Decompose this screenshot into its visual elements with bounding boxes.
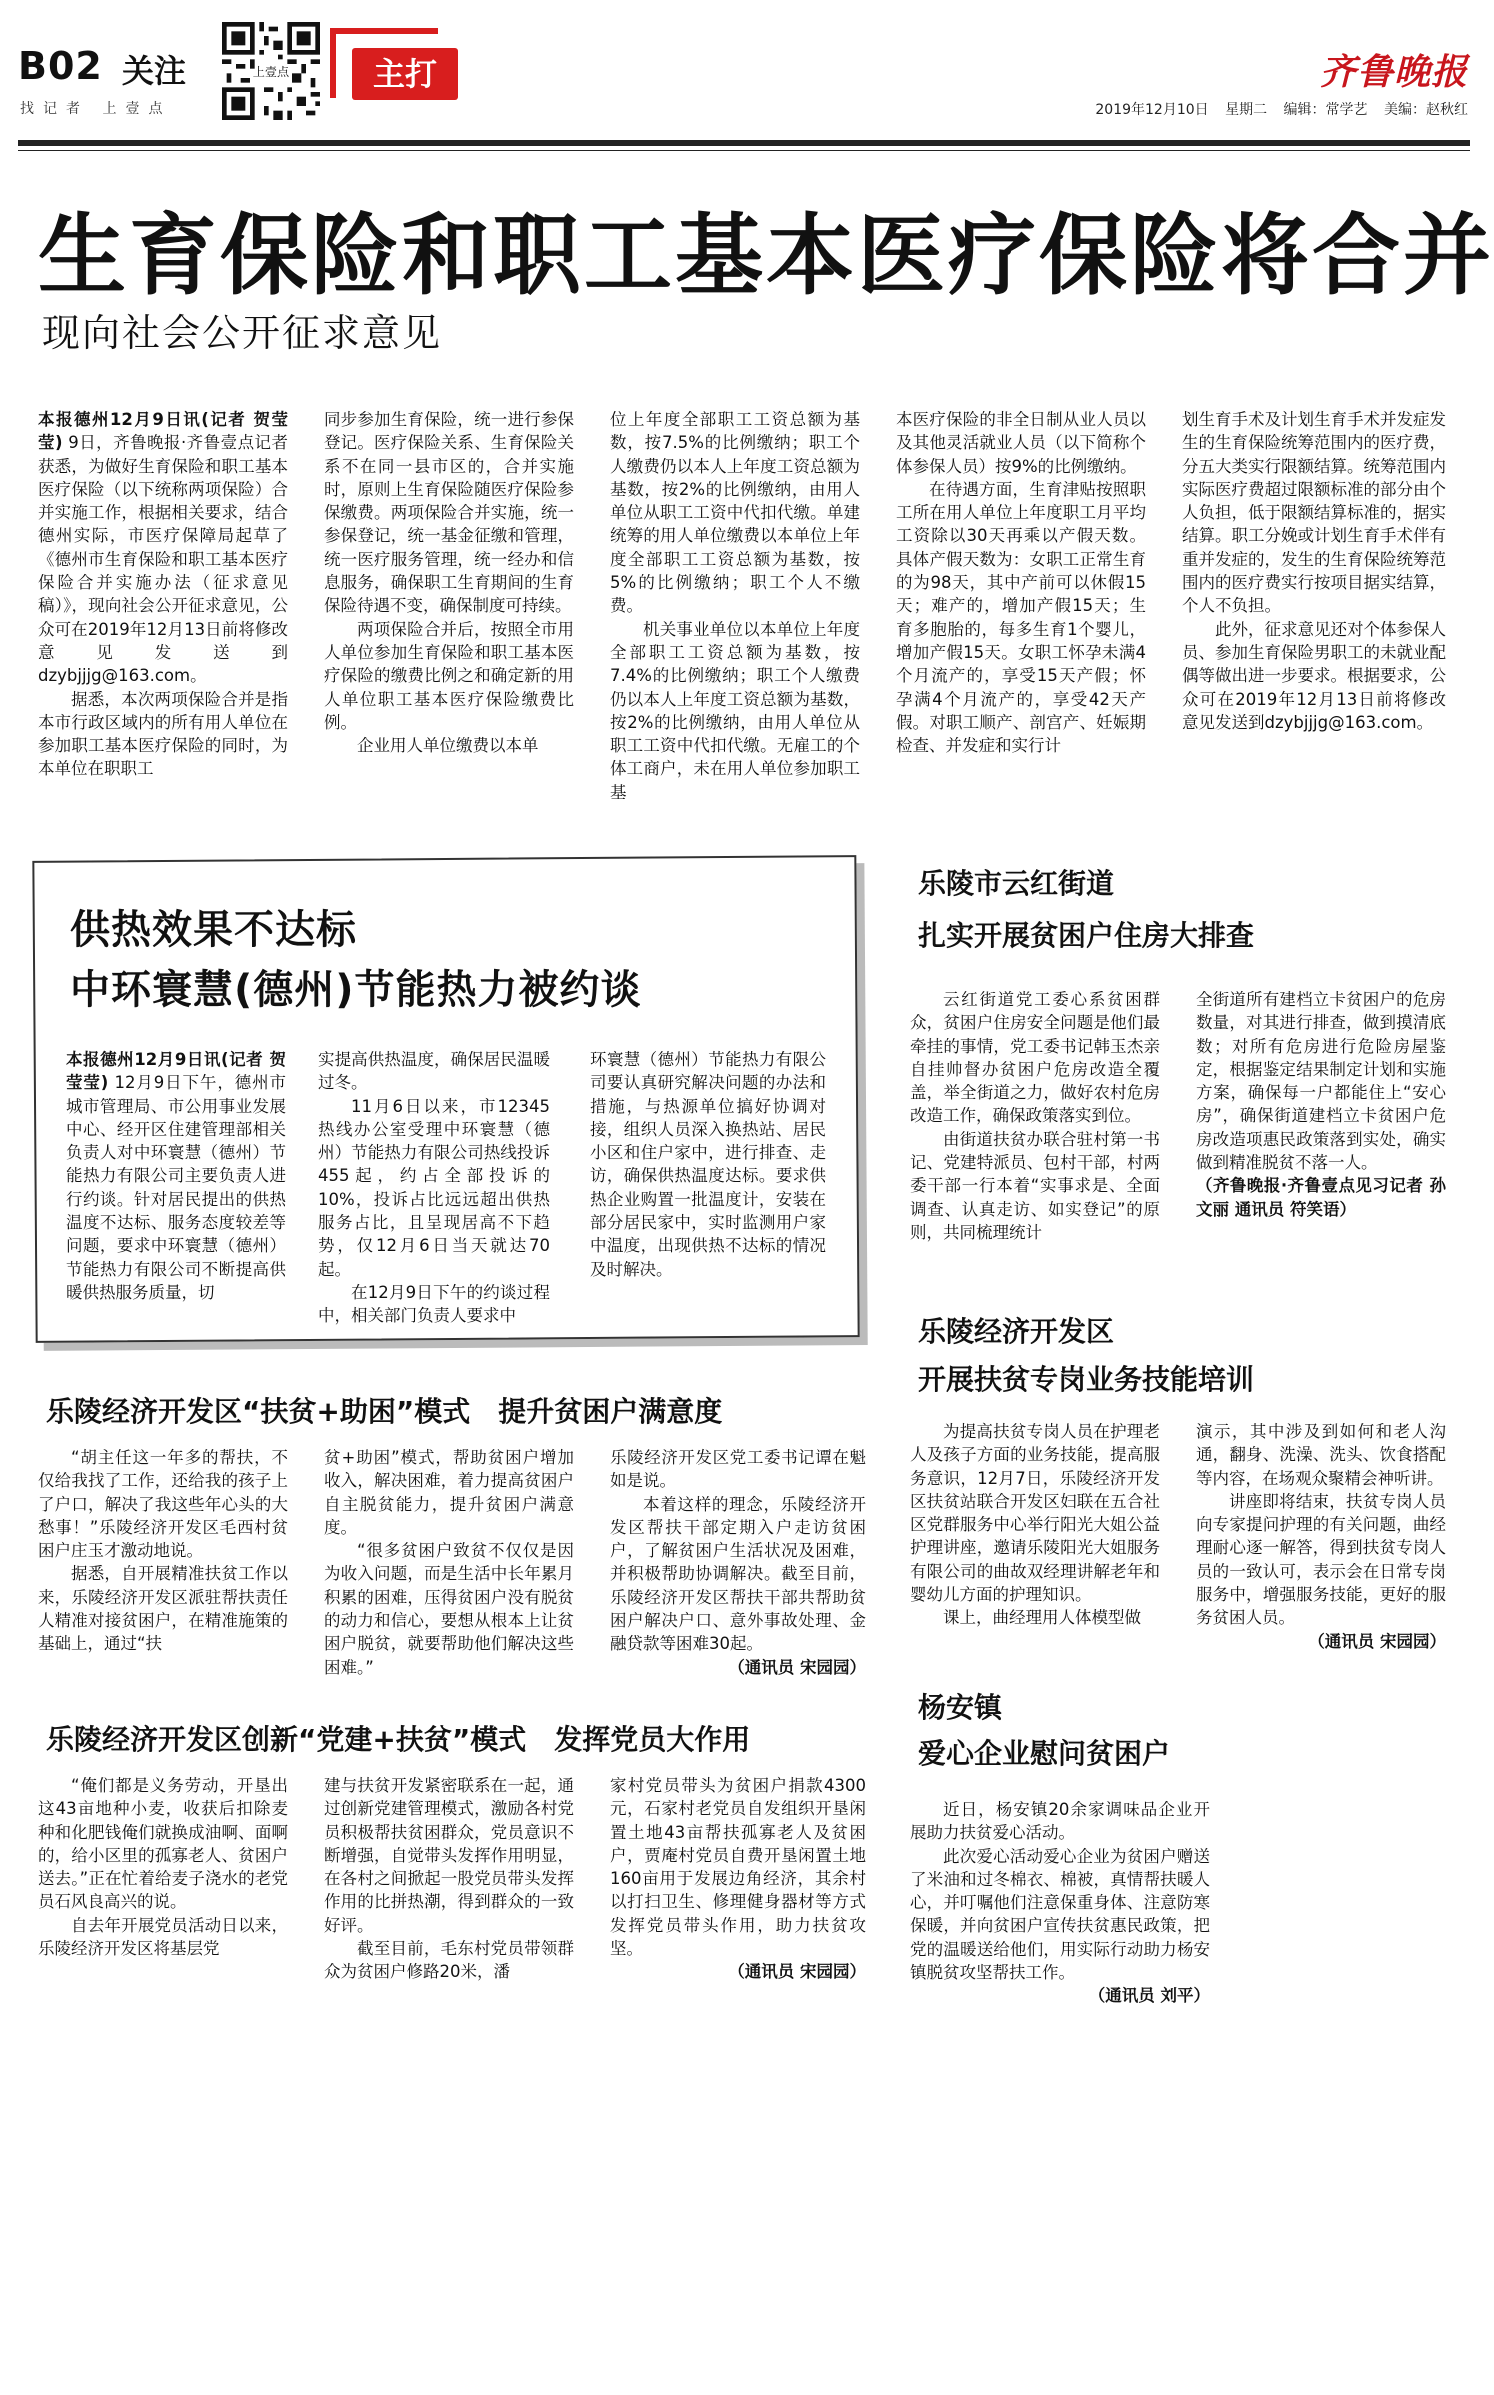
lead-paragraph: 在待遇方面，生育津贴按照职工所在用人单位上年度职工月平均工资除以30天再乘以产假天数。具体产假天数为：女职工正常生育的为98天，其中产前可以休假15天；难产的，增加产假15天；生育多胞胎的，每多生育1个婴儿，增加产假15天。女职工怀孕未满4个月流产的，享受15天产假；怀孕满4个月流产的，享受42天产假。对职工顺产、剖宫产、妊娠期检查、并发症和实行计	[896, 479, 1146, 756]
training-paragraph: 为提高扶贫专岗人员在护理老人及孩子方面的业务技能，提高服务意识，12月7日，乐陵经济开发区扶贫站联合开发区妇联在五合社区党群服务中心举行阳光大姐公益护理讲座，邀请乐陵阳光大姐服务有限公司的曲故双经理讲解老年和婴幼儿方面的护理知识。	[910, 1422, 1160, 1605]
heating-dateline: 本报德州12月9日讯(记者 贺莹莹)	[66, 1050, 286, 1093]
lead-paragraph: 本医疗保险的非全日制从业人员以及其他灵活就业人员（以下简称个体参保人员）按9%的比例缴纳。	[896, 410, 1146, 476]
party-paragraph: 自去年开展党员活动日以来，乐陵经济开发区将基层党	[38, 1915, 288, 1959]
lead-column-5	[1182, 408, 1446, 820]
aid-paragraph: “很多贫困户致贫不仅仅是因为收入问题，而是生活中长年累月积累的困难，压得贫困户没有脱贫的动力和信心，要想从根本上让贫困户脱贫，就要帮助他们解决这些困难。”	[324, 1541, 574, 1677]
lead-column-4	[896, 408, 1146, 820]
aid-headline: 乐陵经济开发区“扶贫+助困”模式 提升贫困户满意度	[46, 1395, 723, 1428]
main-subheadline: 现向社会公开征求意见	[42, 311, 443, 355]
yunhong-headline-line2: 扎实开展贫困户住房大排查	[918, 919, 1255, 952]
editor: 编辑：常学艺	[1283, 102, 1368, 118]
yunhong-byline: （齐鲁晚报·齐鲁壹点见习记者 孙文丽 通讯员 符笑语）	[1196, 1176, 1446, 1219]
yunhong-paragraph: 由街道扶贫办联合驻村第一书记、党建特派员、包村干部，村两委干部一行本着“实事求是、全面调查、认真走访、如实登记”的原则，共同梳理统计	[910, 1129, 1160, 1242]
heating-column-1	[66, 1048, 286, 1304]
yangan-paragraph: 此次爱心活动爱心企业为贫困户赠送了米油和过冬棉衣、棉被，真情帮扶暖人心，并叮嘱他们注意保重身体、注意防寒保暖，并向贫困户宣传扶贫惠民政策，把党的温暖送给他们，用实际行动助力杨安镇脱贫攻坚帮扶工作。	[910, 1846, 1210, 1983]
heating-column-3	[590, 1048, 826, 1304]
page-number: B02	[18, 44, 103, 88]
lead-paragraph: 划生育手术及计划生育手术并发症发生的生育保险统筹范围内的医疗费，分五大类实行限额结算。统筹范围内实际医疗费超过限额标准的部分由个人负担，低于限额结算标准的，据实结算。职工分娩或计划生育手术伴有重并发症的，发生的生育保险统筹范围内的医疗费实行按项目据实结算，个人不负担。	[1182, 410, 1446, 616]
aid-column-2	[324, 1446, 574, 1686]
heating-paragraph: 12月9日下午，德州市城市管理局、市公用事业发展中心、经开区住建管理部相关负责人对中环寰慧（德州）节能热力有限公司主要负责人进行约谈。针对居民提出的供热温度不达标、服务态度较差等问题，要求中环寰慧（德州）节能热力有限公司不断提高供暖供热服务质量，切	[66, 1073, 286, 1302]
lead-paragraph: 同步参加生育保险，统一进行参保登记。医疗保险关系、生育保险关系不在同一县市区的，合并实施时，原则上生育保险随医疗保险参保缴费。两项保险合并实施，统一参保登记，统一基金征缴和管理，统一医疗服务管理，统一经办和信息服务，确保职工生育期间的生育保险待遇不变，确保制度可持续。	[324, 410, 574, 616]
aid-paragraph: “胡主任这一年多的帮扶，不仅给我找了工作，还给我的孩子上了户口，解决了我这些年心头的大愁事！”乐陵经济开发区毛西村贫困户庄玉才激动地说。	[38, 1448, 288, 1561]
qr-code-icon	[222, 22, 320, 120]
training-paragraph: 讲座即将结束，扶贫专岗人员向专家提问护理的有关问题，曲经理耐心逐一解答，得到扶贫专岗人员的一致认可，表示会在日常专岗服务中，增强服务技能，更好的服务贫困人员。	[1196, 1491, 1446, 1628]
lead-paragraph: 据悉，本次两项保险合并是指本市行政区域内的所有用人单位在参加职工基本医疗保险的同时，为本单位在职职工	[38, 689, 288, 779]
aid-paragraph: 据悉，自开展精准扶贫工作以来，乐陵经济开发区派驻帮扶责任人精准对接贫困户，在精准施策的基础上，通过“扶	[38, 1564, 288, 1654]
training-column-2	[1196, 1420, 1446, 1660]
party-paragraph: “俺们都是义务劳动，开垦出这43亩地种小麦，收获后扣除麦种和化肥钱俺们就换成油啊、面啊的，给小区里的孤寡老人、贫困户送去。”正在忙着给麦子浇水的老党员石风良高兴的说。	[38, 1776, 288, 1912]
lead-column-2	[324, 408, 574, 820]
section-tag: 主打	[352, 48, 458, 100]
issue-date: 2019年12月10日	[1095, 102, 1209, 118]
section-name: 关注	[122, 52, 187, 90]
heating-paragraph: 环寰慧（德州）节能热力有限公司要认真研究解决问题的办法和措施，与热源单位搞好协调对接，组织人员深入换热站、居民小区和住户家中，进行排查、走访，确保供热温度达标。要求供热企业购置一批温度计，安装在部分居民家中，实时监测用户家中温度，出现供热不达标的情况及时解决。	[590, 1050, 826, 1279]
lead-paragraph: 此外，征求意见还对个体参保人员、参加生育保险男职工的未就业配偶等做出进一步要求。根据要求，公众可在2019年12月13日前将修改意见发送到dzybjjjg@163.com。	[1182, 619, 1446, 732]
yunhong-paragraph: 全街道所有建档立卡贫困户的危房数量，对其进行排查，做到摸清底数；对所有危房进行危险房屋鉴定，根据鉴定结果制定计划和实施方案，确保每一户都能住上“安心房”，确保街道建档立卡贫困户危房改造项惠民政策落到实处，确实做到精准脱贫不落一人。	[1196, 990, 1446, 1173]
lead-paragraph: 位上年度全部职工工资总额为基数，按7.5%的比例缴纳；职工个人缴费仍以本人上年度工资总额为基数，按2%的比例缴纳，由用人单位从职工工资中代扣代缴。单建统筹的用人单位缴费以本单位上年度全部职工工资总额为基数，按5%的比例缴纳；职工个人不缴费。	[610, 410, 860, 616]
aid-column-1	[38, 1446, 288, 1686]
heating-paragraph: 在12月9日下午的约谈过程中，相关部门负责人要求中	[318, 1282, 550, 1326]
aid-byline: （通讯员 宋园园）	[728, 1657, 866, 1677]
party-column-2	[324, 1774, 574, 2000]
main-headline: 生育保险和职工基本医疗保险将合并	[38, 204, 1494, 307]
yangan-headline-line1: 杨安镇	[918, 1691, 1003, 1724]
header-meta	[1083, 99, 1468, 119]
party-column-1	[38, 1774, 288, 2000]
training-headline-line2: 开展扶贫专岗业务技能培训	[918, 1363, 1255, 1396]
yunhong-column-2	[1196, 988, 1446, 1268]
lead-column-1	[38, 408, 288, 820]
yangan-headline-line2: 爱心企业慰问贫困户	[918, 1737, 1171, 1770]
training-headline-line1: 乐陵经济开发区	[918, 1315, 1115, 1348]
heating-headline-line2: 中环寰慧(德州)节能热力被约谈	[70, 967, 642, 1013]
training-column-1	[910, 1420, 1160, 1660]
aid-paragraph: 乐陵经济开发区党工委书记谭在魁如是说。	[610, 1448, 866, 1491]
heating-paragraph: 实提高供热温度，确保居民温暖过冬。	[318, 1050, 550, 1093]
aid-paragraph: 贫+助困”模式，帮助贫困户增加收入，解决困难，着力提高贫困户自主脱贫能力，提升贫困户满意度。	[324, 1448, 574, 1537]
party-headline: 乐陵经济开发区创新“党建+扶贫”模式 发挥党员大作用	[46, 1723, 751, 1756]
newspaper-logo: 齐鲁晚报	[1319, 51, 1468, 93]
heating-headline-line1: 供热效果不达标	[70, 907, 357, 953]
yangan-paragraph: 近日，杨安镇20余家调味品企业开展助力扶贫爱心活动。	[910, 1800, 1210, 1843]
qr-label: 上壹点	[252, 65, 290, 80]
party-column-3	[610, 1774, 866, 2000]
heating-column-2	[318, 1048, 550, 1326]
yunhong-column-1	[910, 988, 1160, 1268]
header-rule	[18, 140, 1470, 146]
party-paragraph: 截至目前，毛东村党员带领群众为贫困户修路20米，潘	[324, 1939, 574, 1982]
aid-paragraph: 本着这样的理念，乐陵经济开发区帮扶干部定期入户走访贫困户，了解贫困户生活状况及困难，并积极帮助协调解决。截至目前，乐陵经济开发区帮扶干部共帮助贫困户解决户口、意外事故处理、金融贷款等困难30起。	[610, 1494, 866, 1654]
training-paragraph: 演示，其中涉及到如何和老人沟通，翻身、洗澡、洗头、饮食搭配等内容，在场观众聚精会神听讲。	[1196, 1422, 1446, 1488]
party-paragraph: 建与扶贫开发紧密联系在一起，通过创新党建管理模式，激励各村党员积极帮扶贫困群众，党员意识不断增强，自觉带头发挥作用明显，在各村之间掀起一股党员带头发挥作用的比拼热潮，得到群众的一致好评。	[324, 1776, 574, 1935]
yunhong-paragraph: 云红街道党工委心系贫困群众，贫困户住房安全问题是他们最牵挂的事情，党工委书记韩玉杰亲自挂帅督办贫困户危房改造全覆盖，举全街道之力，做好农村危房改造工作，确保政策落实到位。	[910, 990, 1160, 1126]
yangan-byline: （通讯员 刘平）	[1088, 1986, 1210, 2006]
lead-paragraph: 机关事业单位以本单位上年度全部职工工资总额为基数，按7.4%的比例缴纳；职工个人缴费仍以本人上年度工资总额为基数，按2%的比例缴纳，由用人单位从职工工资中代扣代缴。无雇工的个体工商户，未在用人单位参加职工基	[610, 619, 860, 802]
training-byline: （通讯员 宋园园）	[1308, 1631, 1446, 1651]
aid-column-3	[610, 1446, 866, 1686]
lead-paragraph: 企业用人单位缴费以本单	[357, 736, 539, 756]
lead-column-3	[610, 408, 860, 820]
lead-paragraph: 9日，齐鲁晚报·齐鲁壹点记者获悉，为做好生育保险和职工基本医疗保险（以下统称两项保险）合并实施工作，根据相关要求，结合德州实际，市医疗保障局起草了《德州市生育保险和职工基本医疗保险合并实施办法（征求意见稿）》，现向社会公开征求意见，公众可在2019年12月13日前将修改意见发送到dzybjjjg@163.com。	[38, 433, 289, 686]
art-editor: 美编：赵秋红	[1384, 102, 1468, 118]
yangan-column-1	[910, 1798, 1210, 2008]
lead-paragraph: 两项保险合并后，按照全市用人单位参加生育保险和职工基本医疗保险的缴费比例之和确定新的用人单位职工基本医疗保险缴费比例。	[324, 619, 574, 732]
yunhong-headline-line1: 乐陵市云红街道	[918, 867, 1115, 900]
slogan: 找记者 上壹点	[20, 101, 172, 117]
heating-paragraph: 11月6日以来，市12345热线办公室受理中环寰慧（德州）节能热力有限公司热线投诉455起，约占全部投诉的10%，投诉占比远远超出供热服务占比，且呈现居高不下趋势，仅12月6日当天就达70起。	[318, 1096, 550, 1279]
lead-dateline: 本报德州12月9日讯(记者 贺莹莹)	[38, 410, 288, 453]
party-byline: （通讯员 宋园园）	[728, 1962, 866, 1982]
header-rule-thin	[18, 150, 1470, 151]
weekday: 星期二	[1225, 102, 1268, 118]
training-paragraph: 课上，曲经理用人体模型做	[943, 1608, 1141, 1628]
party-paragraph: 家村党员带头为贫困户捐款4300元，石家村老党员自发组织开垦闲置土地43亩帮扶孤寡老人及贫困户，贾庵村党员自费开垦闲置土地160亩用于发展边角经济，其余村以打扫卫生、修理健身器材等方式发挥党员带头作用，助力扶贫攻坚。	[610, 1776, 866, 1959]
